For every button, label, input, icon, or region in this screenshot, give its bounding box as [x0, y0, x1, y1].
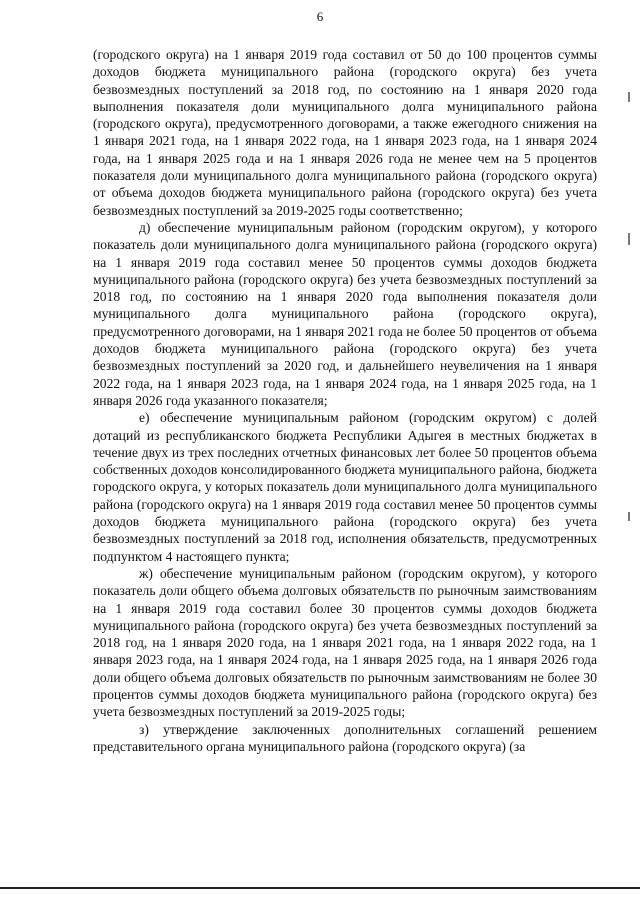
scan-edge-mark [628, 233, 630, 245]
page-number: 6 [316, 9, 324, 24]
paragraph-subitem-e: е) обеспечение муниципальным районом (городским округом) с долей дотаций из республиканского бюджета Республики Адыгея в местных бюджетах в течение двух из трех последних отчетных финансовых лет более 50 процентов объема собственных доходов консолидированного бюджета муниципального района, бюджета городского округа, у которых показатель доли муниципального долга муниципального района (городского округа) на 1 января 2019 года составил менее 50 процентов суммы доходов бюджета муниципального района (городского округа) без учета безвозмездных поступлений за 2018 год, исполнения обязательств, предусмотренных подпунктом 4 настоящего пункта; [93, 410, 597, 564]
paragraph-subitem-d: д) обеспечение муниципальным районом (городским округом), у которого показатель доли муниципального долга муниципального района (городского округа) на 1 января 2019 года составил менее 50 процентов суммы доходов бюджета муниципального района (городского округа) без учета безвозмездных поступлений за 2018 год, по состоянию на 1 января 2020 года выполнения показателя доли муниципального долга муниципального района (городского округа), предусмотренного договорами, на 1 января 2021 года не более 50 процентов от объема доходов бюджета муниципального района (городского округа) без учета безвозмездных поступлений за 2020 год, и дальнейшего неувеличения на 1 января 2022 года, на 1 января 2023 года, на 1 января 2024 года, на 1 января 2025 года, на 1 января 2026 года указанного показателя; [93, 219, 597, 408]
scan-page-edge-line [0, 887, 640, 889]
scan-edge-mark [628, 92, 630, 102]
scan-edge-mark [628, 512, 630, 521]
paragraph-subitem-zh: ж) обеспечение муниципальным районом (городским округом), у которого показатель доли общего объема долговых обязательств по рыночным заимствованиям на 1 января 2019 года составил более 30 процентов суммы доходов бюджета муниципального района (городского округа) без учета безвозмездных поступлений за 2018 год, на 1 января 2020 года, на 1 января 2021 года, на 1 января 2022 года, на 1 января 2023 года, на 1 января 2024 года, на 1 января 2025 года, на 1 января 2026 года доли общего объема долговых обязательств по рыночным заимствованиям не более 30 процентов суммы доходов бюджета муниципального района (городского округа) без учета безвозмездных поступлений за 2019-2025 годы; [93, 565, 597, 720]
document-body [93, 46, 597, 755]
paragraph-continuation: (городского округа) на 1 января 2019 года составил от 50 до 100 процентов суммы доходов бюджета муниципального района (городского округа) без учета безвозмездных поступлений за 2018 год, по состоянию на 1 января 2020 года выполнения показателя доли муниципального долга муниципального района (городского округа), предусмотренного договорами, а также ежегодного снижения на 1 января 2021 года, на 1 января 2022 года, на 1 января 2023 года, на 1 января 2024 года, на 1 января 2025 года и на 1 января 2026 года не менее чем на 5 процентов показателя доли муниципального долга муниципального района (городского округа) от объема доходов бюджета муниципального района (городского округа) без учета безвозмездных поступлений за 2019-2025 годы соответственно; [93, 47, 597, 218]
paragraph-subitem-z: з) утверждение заключенных дополнительных соглашений решением представительного органа муниципального района (городского округа) (за [93, 721, 597, 754]
